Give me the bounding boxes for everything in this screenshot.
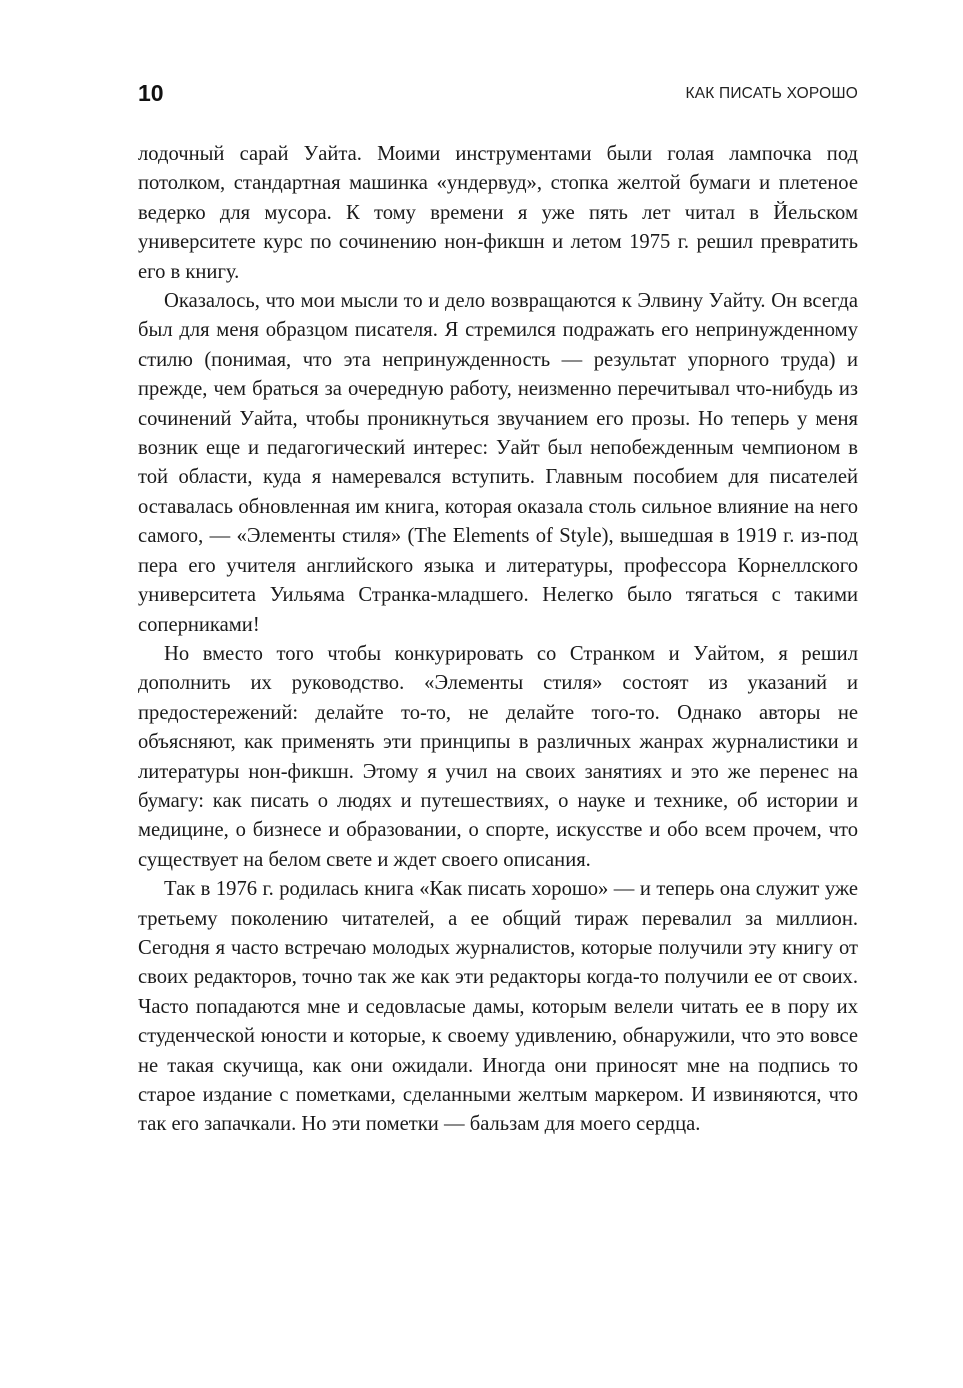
paragraph: лодочный сарай Уайта. Моими инструментами были голая лампочка под потолком, стандартная машинка «ундервуд», стопка желтой бумаги и плетеное ведерко для мусора. К тому времени я уже пять лет читал в Йельском университете курс по сочинению нон-фикшн и летом 1975 г. решил превратить его в книгу. xyxy=(138,143,858,283)
paragraph: Но вместо того чтобы конкурировать со Странком и Уайтом, я решил дополнить их руководство. «Элементы стиля» состоят из указаний и предостережений: делайте то-то, не делайте того-то. Однако авторы не объясняют, как применять эти принципы в различных жанрах журналистики и литературы нон-фикшн. Этому я учил на своих занятиях и это же перенес на бумагу: как писать о людях и путешествиях, о науке и технике, об истории и медицине, о бизнесе и образовании, о спорте, искусстве и обо всем прочем, что существует на белом свете и ждет своего описания. xyxy=(138,642,858,871)
page-header xyxy=(138,78,858,112)
paragraph: Так в 1976 г. родилась книга «Как писать хорошо» — и теперь она служит уже третьему поколению читателей, а ее общий тираж перевалил за миллион. Сегодня я часто встречаю молодых журналистов, которые получили эту книгу от своих редакторов, точно так же как эти редакторы когда-то получили ее от своих. Часто попадаются мне и седовласые дамы, которым велели читать ее в пору их студенческой юности и которые, к своему удивлению, обнаружили, что это вовсе не такая скучища, как они ожидали. Иногда они приносят мне на подпись то старое издание с пометками, сделанными желтым маркером. И извиняются, что так его запачкали. Но эти пометки — бальзам для моего сердца. xyxy=(138,878,858,1136)
page-number: 10 xyxy=(138,80,164,106)
body-text xyxy=(138,140,858,1140)
paragraph: Оказалось, что мои мысли то и дело возвращаются к Элвину Уайту. Он всегда был для меня образцом писателя. Я стремился подражать его непринужденному стилю (понимая, что эта непринужденность — результат упорного труда) и прежде, чем браться за очередную работу, неизменно перечитывал что-нибудь из сочинений Уайта, чтобы проникнуться звучанием его прозы. Но теперь у меня возник еще и педагогический интерес: Уайт был непобежденным чемпионом в той области, куда я намеревался вступить. Главным пособием для писателей оставалась обновленная им книга, которая оказала столь сильное влияние на него самого, — «Элементы стиля» (The Elements of Style), вышедшая в 1919 г. из-под пера его учителя английского языка и литературы, профессора Корнеллского университета Уильяма Странка-младшего. Нелегко было тягаться с такими соперниками! xyxy=(138,290,858,636)
running-title: КАК ПИСАТЬ ХОРОШО xyxy=(685,85,858,102)
